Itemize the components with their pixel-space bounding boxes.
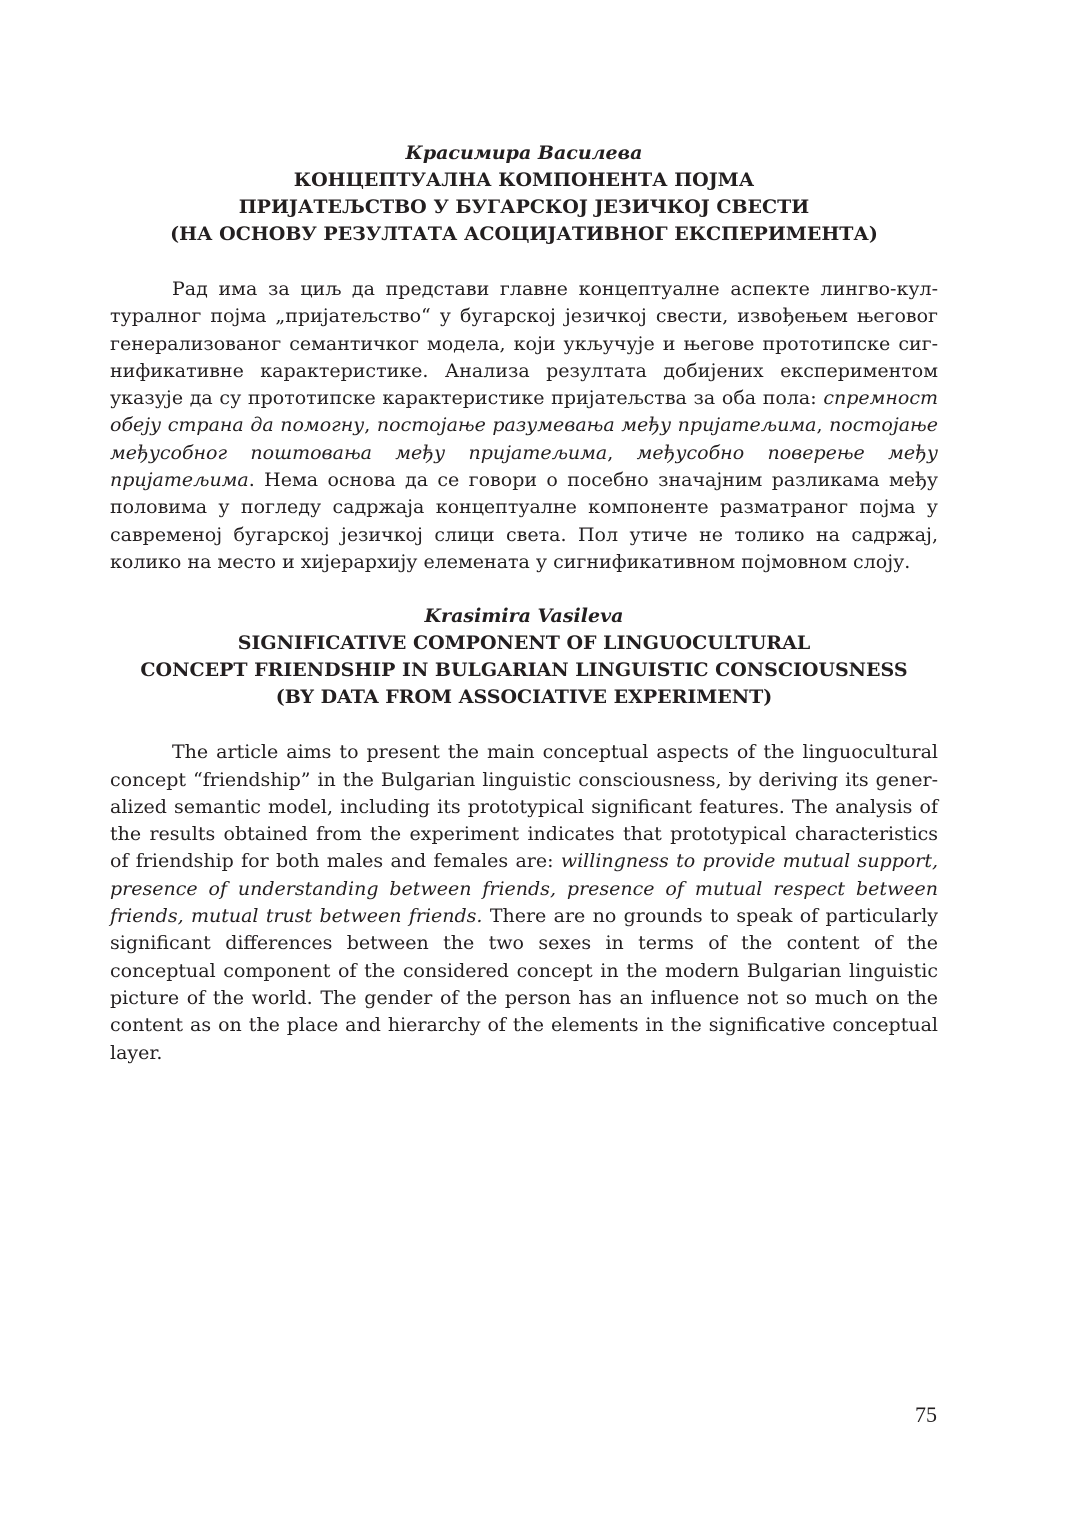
serbian-title-line-2: ПРИЈАТЕЉСТВО У БУГАРСКОЈ ЈЕЗИЧКОЈ СВЕСТИ bbox=[238, 196, 810, 218]
serbian-abstract-italic-3: постојање међусобног поштовања међу пријатељима bbox=[110, 414, 938, 464]
serbian-abstract-separator-3: , bbox=[607, 441, 637, 464]
english-heading bbox=[110, 603, 938, 711]
serbian-abstract-separator-2: , bbox=[816, 414, 830, 437]
serbian-author: Красимира Василева bbox=[405, 142, 643, 164]
serbian-abstract-separator-1: , bbox=[364, 414, 377, 437]
serbian-abstract-text-1: Рад има за циљ да представи главне концептуалне аспекте лингво-културалног појма „пријатељство“ у бугарској језичкој свести, извођењем његовог генерализованог семантичког модела, који укључује и његове прототипске сигнификативне карактеристике. Анализа резултата добијених експериментом указује да су прототипске карактеристике пријатељства за оба пола: bbox=[110, 278, 938, 410]
serbian-title-line-1: КОНЦЕПТУАЛНА КОМПОНЕНТА ПОЈМА bbox=[293, 169, 755, 191]
english-abstract-text-2: There are no grounds to speak of particularly significant differences between the two sexes in terms of the content of the conceptual component of the considered concept in the modern Bulgarian linguistic picture of the world. The gender of the person has an influence not so much on the content as on the place and hierarchy of the elements in the significative conceptual layer. bbox=[110, 905, 939, 1064]
page-content bbox=[110, 140, 938, 1067]
serbian-abstract-italic-1: спремност обеју страна да помогну bbox=[110, 387, 938, 437]
english-title-line-1: SIGNIFICATIVE COMPONENT OF LINGUOCULTURAL bbox=[237, 632, 811, 655]
serbian-heading bbox=[110, 140, 938, 248]
english-title-line-2: CONCEPT FRIENDSHIP IN BULGARIAN LINGUISTIC CONSCIOUSNESS bbox=[140, 659, 908, 682]
page-number: 75 bbox=[915, 1402, 937, 1427]
serbian-abstract bbox=[110, 276, 938, 576]
english-title-line-3: (BY DATA FROM ASSOCIATIVE EXPERIMENT) bbox=[275, 686, 773, 709]
english-abstract-text-1: The article aims to present the main conceptual aspects of the linguocultural concept “friendship” in the Bulgarian linguistic consciousness, by deriving its generalized semantic model, including its prototypical significant features. The analysis of the results obtained from the experiment indicates that prototypical characteristics of friendship for both males and females are: bbox=[110, 741, 938, 873]
serbian-abstract-italic-2: постојање разумевања међу пријатељима bbox=[376, 414, 817, 437]
serbian-title-line-3: (НА ОСНОВУ РЕЗУЛТАТА АСОЦИЈАТИВНОГ ЕКСПЕРИМЕНТА) bbox=[170, 223, 878, 245]
english-abstract-italic: willingness to provide mutual support, presence of understanding between friends, presence of mutual respect between friends, mutual trust between friends. bbox=[110, 850, 938, 928]
english-author: Krasimira Vasileva bbox=[424, 605, 624, 628]
serbian-abstract-italic-4: међусобно поверење међу пријатељима bbox=[110, 441, 938, 492]
english-abstract bbox=[110, 739, 938, 1067]
serbian-abstract-text-2: . Нема основа да се говори о посебно значајним разликама међу половима у погледу садржаја концептуалне компоненте разматраног појма у савременој бугарској језичкој слици света. Пол утиче не толико на садржај, колико на место и хијерархију елемената у сигнификативном појмовном слоју. bbox=[110, 469, 938, 573]
